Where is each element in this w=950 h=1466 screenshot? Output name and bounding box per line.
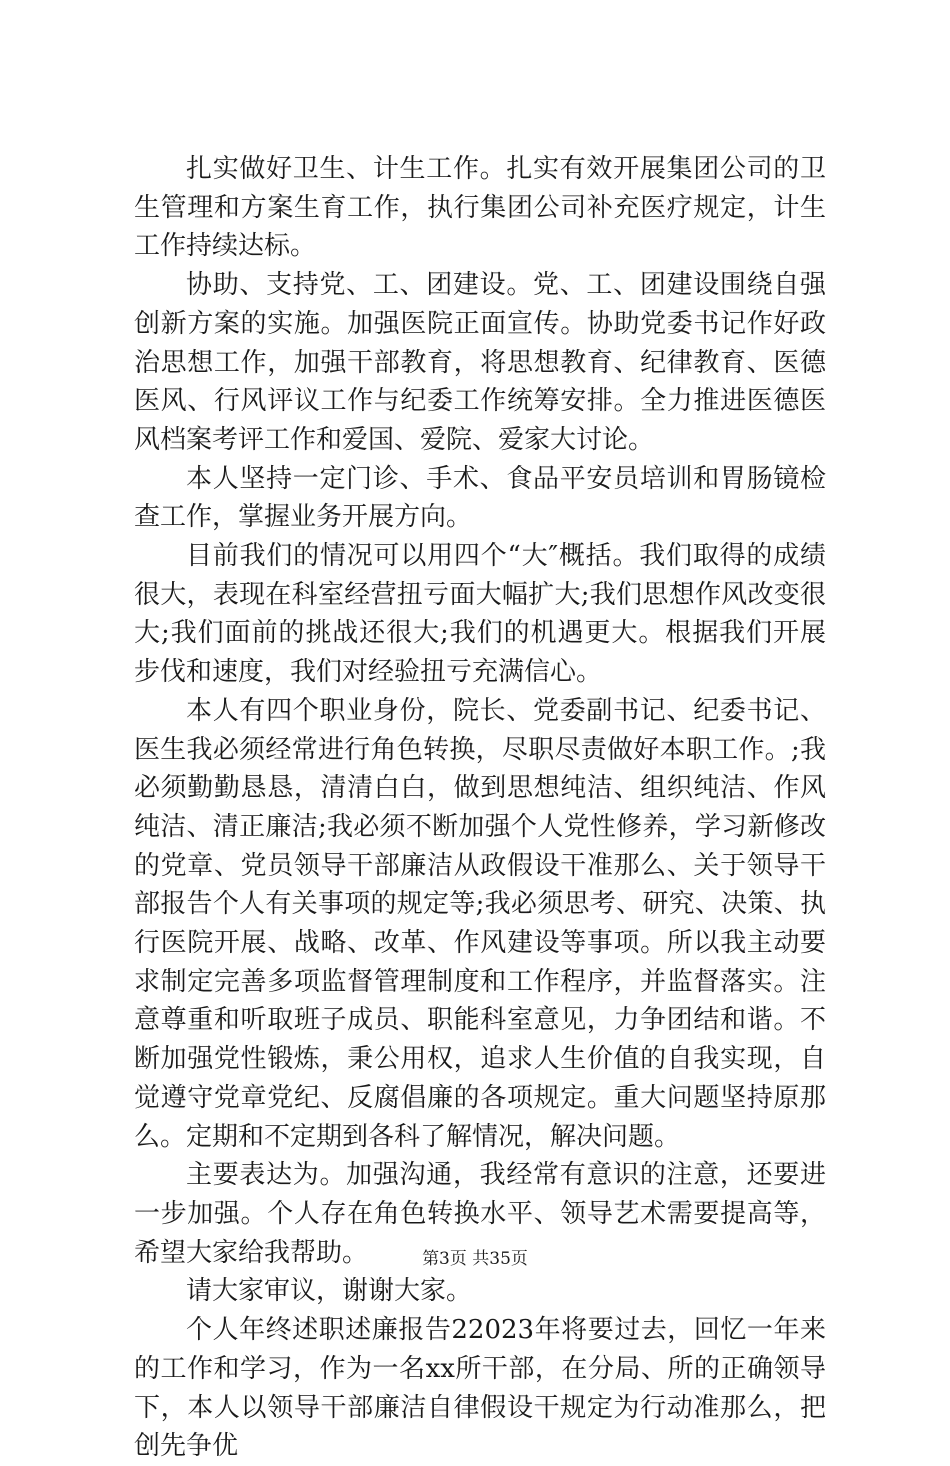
- paragraph-current-situation: 目前我们的情况可以用四个“大″概括。我们取得的成绩很大，表现在科室经营扭亏面大幅扩大;我们思想作风改变很大;我们面前的挑战还很大;我们的机遇更大。根据我们开展步伐和速度，我们对经验扭亏充满信心。: [134, 541, 826, 688]
- paragraph-four-roles: 本人有四个职业身份，院长、党委副书记、纪委书记、医生我必须经常进行角色转换，尽职尽责做好本职工作。;我必须勤勤恳恳，清清白白，做到思想纯洁、组织纯洁、作风纯洁、清正廉洁;我必须不断加强个人党性修养，学习新修改的党章、党员领导干部廉洁从政假设干准那么、关于领导干部报告个人有关事项的规定等;我必须思考、研究、决策、执行医院开展、战略、改革、作风建设等事项。所以我主动要求制定完善多项监督管理制度和工作程序，并监督落实。注意尊重和听取班子成员、职能科室意见，力争团结和谐。不断加强党性锻炼，秉公用权，追求人生价值的自我实现，自觉遵守党章党纪、反腐倡廉的各项规定。重大问题坚持原那么。定期和不定期到各科了解情况，解决问题。: [134, 695, 826, 1152]
- paragraph-closing: 请大家审议，谢谢大家。: [186, 1276, 473, 1307]
- paragraph-clinical-work: 本人坚持一定门诊、手术、食品平安员培训和胃肠镜检查工作，掌握业务开展方向。: [134, 463, 826, 533]
- page-number-footer: 第3页 共35页: [422, 1249, 528, 1269]
- paragraph-party-support: 协助、支持党、工、团建设。党、工、团建设围绕自强创新方案的实施。加强医院正面宣传。协助党委书记作好政治思想工作，加强干部教育，将思想教育、纪律教育、医德医风、行风评议工作与纪委工作统筹安排。全力推进医德医风档案考评工作和爱国、爱院、爱家大讨论。: [134, 270, 826, 455]
- paragraph-annual-report-start: 个人年终述职述廉报告22023年将要过去，回忆一年来的工作和学习，作为一名xx所干部，在分局、所的正确领导下，本人以领导干部廉洁自律假设干规定为行动准那么，把创先争优: [134, 1315, 826, 1462]
- paragraph-shortcomings: 主要表达为。加强沟通，我经常有意识的注意，还要进一步加强。个人存在角色转换水平、领导艺术需要提高等，希望大家给我帮助。: [134, 1160, 826, 1268]
- paragraph-health-family-planning: 扎实做好卫生、计生工作。扎实有效开展集团公司的卫生管理和方案生育工作，执行集团公司补充医疗规定，计生工作持续达标。: [134, 154, 826, 262]
